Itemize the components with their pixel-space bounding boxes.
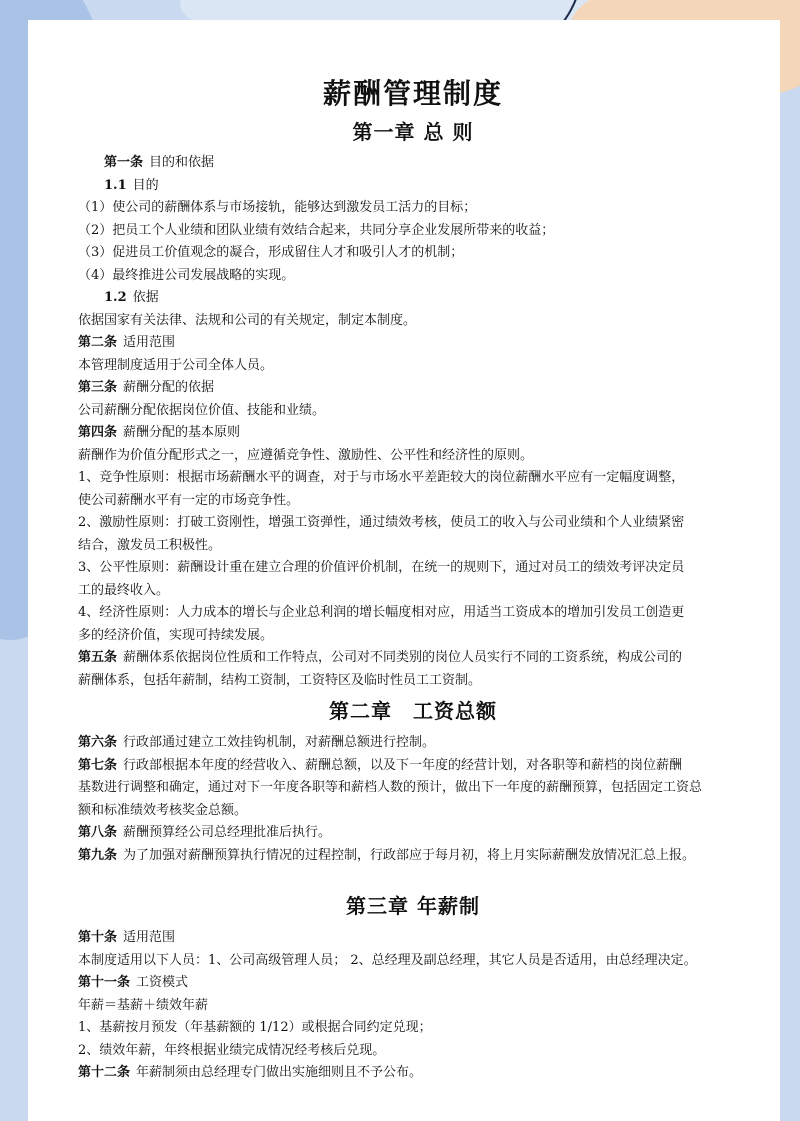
article-3-text: 薪酬分配的依据 bbox=[123, 380, 215, 395]
section-1-1-text: 目的 bbox=[132, 177, 159, 193]
section-1-1-head: 1.1 bbox=[104, 177, 127, 193]
article-4-head: 第四条 bbox=[78, 425, 118, 440]
principle-1-line: 使公司薪酬水平有一定的市场竞争性。 bbox=[78, 492, 300, 508]
article-6 bbox=[78, 732, 778, 755]
article-10 bbox=[78, 927, 778, 950]
document-content bbox=[78, 74, 778, 1085]
principle-2-line: 结合，激发员工积极性。 bbox=[78, 537, 222, 553]
article-2-text: 适用范围 bbox=[123, 335, 176, 350]
article-8 bbox=[78, 822, 778, 845]
article-6-head: 第六条 bbox=[78, 735, 118, 750]
article-6-text: 行政部通过建立工效挂钩机制，对薪酬总额进行控制。 bbox=[123, 735, 436, 750]
article-7-body: 基数进行调整和确定，通过对下一年度各职等和薪档人数的预计，做出下一年度的薪酬预算，包括固定工资总 bbox=[78, 780, 703, 795]
list-item: （2）把员工个人业绩和团队业绩有效结合起来，共同分享企业发展所带来的收益； bbox=[78, 222, 555, 238]
article-11-item: 1、基薪按月预发（年基薪额的 1/12）或根据合同约定兑现； bbox=[78, 1020, 432, 1035]
article-9-head: 第九条 bbox=[78, 847, 118, 863]
document-page bbox=[28, 20, 780, 1121]
chapter-2-title: 第二章 工资总额 bbox=[329, 699, 497, 723]
article-7 bbox=[78, 755, 778, 778]
article-12 bbox=[78, 1062, 778, 1085]
article-12-text: 年薪制须由总经理专门做出实施细则且不予公布。 bbox=[136, 1065, 423, 1080]
article-11-item: 2、绩效年薪，年终根据业绩完成情况经考核后兑现。 bbox=[78, 1042, 386, 1058]
section-1-2 bbox=[78, 287, 778, 310]
article-7-text: 行政部根据本年度的经营收入、薪酬总额，以及下一年度的经营计划，对各职等和薪档的岗位薪酬 bbox=[123, 757, 683, 773]
principle-3-line: 3、公平性原则：薪酬设计重在建立合理的价值评价机制，在统一的规则下，通过对员工的绩效考评决定员 bbox=[78, 560, 685, 575]
article-4-intro: 薪酬作为价值分配形式之一，应遵循竞争性、激励性、公平性和经济性的原则。 bbox=[78, 447, 534, 463]
section-1-1 bbox=[78, 175, 778, 198]
article-5-body: 薪酬体系，包括年薪制，结构工资制，工资特区及临时性员工工资制。 bbox=[78, 672, 482, 688]
article-10-body: 本制度适用以下人员：1、公司高级管理人员； 2、总经理及副总经理，其它人员是否适用，由总经理决定。 bbox=[78, 952, 697, 968]
principle-4-line: 多的经济价值，实现可持续发展。 bbox=[78, 627, 274, 643]
section-1-2-head: 1.2 bbox=[104, 290, 127, 305]
article-4-text: 薪酬分配的基本原则 bbox=[123, 425, 241, 440]
article-4 bbox=[78, 422, 778, 445]
article-2-head: 第二条 bbox=[78, 335, 118, 350]
article-11-text: 工资模式 bbox=[136, 975, 189, 990]
article-9-text: 为了加强对薪酬预算执行情况的过程控制，行政部应于每月初，将上月实际薪酬发放情况汇总上报。 bbox=[123, 847, 696, 863]
article-7-head: 第七条 bbox=[78, 757, 118, 773]
article-11 bbox=[78, 972, 778, 995]
principle-1-line: 1、竞争性原则：根据市场薪酬水平的调查，对于与市场水平差距较大的岗位薪酬水平应有一定幅度调整， bbox=[78, 470, 685, 485]
article-1-head: 第一条 bbox=[104, 155, 144, 170]
article-8-text: 薪酬预算经公司总经理批准后执行。 bbox=[123, 825, 332, 840]
article-9 bbox=[78, 845, 778, 868]
section-1-2-text: 依据 bbox=[132, 290, 159, 305]
article-10-head: 第十条 bbox=[78, 930, 118, 945]
article-3-body: 公司薪酬分配依据岗位价值、技能和业绩。 bbox=[78, 402, 326, 418]
list-item: （3）促进员工价值观念的凝合，形成留住人才和吸引人才的机制； bbox=[78, 245, 464, 260]
chapter-1-title: 第一章 总 则 bbox=[352, 120, 474, 144]
article-3-head: 第三条 bbox=[78, 380, 118, 395]
principle-4-line: 4、经济性原则：人力成本的增长与企业总利润的增长幅度相对应，用适当工资成本的增加引发员工创造更 bbox=[78, 605, 685, 620]
principle-2-line: 2、激励性原则：打破工资刚性，增强工资弹性，通过绩效考核，使员工的收入与公司业绩和个人业绩紧密 bbox=[78, 515, 685, 530]
salary-formula: 年薪＝基薪＋绩效年薪 bbox=[78, 997, 209, 1013]
article-12-head: 第十二条 bbox=[78, 1065, 131, 1080]
list-item: （4）最终推进公司发展战略的实现。 bbox=[78, 267, 295, 283]
article-3 bbox=[78, 377, 778, 400]
article-5 bbox=[78, 647, 778, 670]
section-1-2-body: 依据国家有关法律、法规和公司的有关规定，制定本制度。 bbox=[78, 312, 417, 328]
article-8-head: 第八条 bbox=[78, 825, 118, 840]
article-2 bbox=[78, 332, 778, 355]
article-1 bbox=[78, 152, 778, 175]
article-1-text: 目的和依据 bbox=[149, 155, 215, 170]
chapter-3-title: 第三章 年薪制 bbox=[346, 894, 480, 918]
article-2-body: 本管理制度适用于公司全体人员。 bbox=[78, 357, 274, 373]
document-title: 薪酬管理制度 bbox=[322, 77, 503, 110]
article-11-head: 第十一条 bbox=[78, 975, 131, 990]
principle-3-line: 工的最终收入。 bbox=[78, 582, 170, 598]
article-7-body: 额和标准绩效考核奖金总额。 bbox=[78, 802, 248, 818]
article-5-head: 第五条 bbox=[78, 650, 118, 665]
article-5-text: 薪酬体系依据岗位性质和工作特点，公司对不同类别的岗位人员实行不同的工资系统，构成公司的 bbox=[123, 650, 683, 665]
list-item: （1）使公司的薪酬体系与市场接轨，能够达到激发员工活力的目标； bbox=[78, 200, 477, 215]
article-10-text: 适用范围 bbox=[123, 930, 176, 945]
